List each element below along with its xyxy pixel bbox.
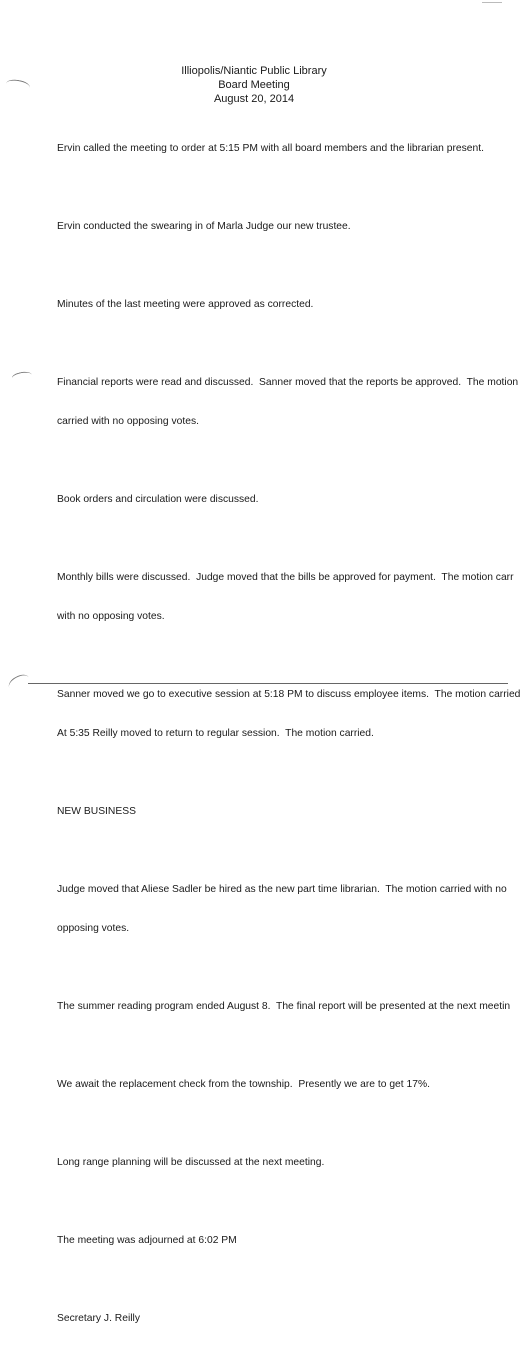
paragraph-line: Sanner moved we go to executive session at 5:18 PM to discuss employee items. The motion carried xyxy=(57,689,520,700)
paragraph-replacement-check xyxy=(57,1052,517,1117)
paragraph-line: We await the replacement check from the township. Presently we are to get 17%. xyxy=(57,1079,430,1090)
margin-mark xyxy=(11,370,33,384)
paragraph-line: Long range planning will be discussed at the next meeting. xyxy=(57,1157,325,1168)
organization-name: Illiopolis/Niantic Public Library xyxy=(181,65,327,77)
paragraph-line: Financial reports were read and discussed. Sanner moved that the reports be approved. The motion xyxy=(57,377,519,388)
paragraph-line: with no opposing votes. xyxy=(57,611,165,622)
paragraph-line: Secretary J. Reilly xyxy=(57,1313,140,1324)
paragraph-line: carried with no opposing votes. xyxy=(57,416,199,427)
meeting-title: Board Meeting xyxy=(218,79,290,91)
section-heading-new-business xyxy=(57,779,517,844)
paragraph-line: Monthly bills were discussed. Judge moved that the bills be approved for payment. The motion carr xyxy=(57,572,514,583)
paragraph-line: Judge moved that Aliese Sadler be hired as the new part time librarian. The motion carried with no xyxy=(57,884,507,895)
paragraph-line: Ervin conducted the swearing in of Marla Judge our new trustee. xyxy=(57,221,351,232)
paragraph-swearing-in xyxy=(57,194,517,259)
paragraph-adjournment xyxy=(57,1208,517,1273)
scan-artifact xyxy=(482,2,502,3)
paragraph-line: Ervin called the meeting to order at 5:15 PM with all board members and the librarian present. xyxy=(57,143,484,154)
paragraph-long-range-planning xyxy=(57,1130,517,1195)
paragraph-line: The summer reading program ended August 8. The final report will be presented at the next meetin xyxy=(57,1001,511,1012)
document-header xyxy=(0,64,508,106)
paragraph-minutes xyxy=(57,272,517,337)
paragraph-call-to-order xyxy=(57,116,517,181)
paragraph-monthly-bills xyxy=(57,545,517,649)
paragraph-line: At 5:35 Reilly moved to return to regular session. The motion carried. xyxy=(57,728,374,739)
paragraph-line: The meeting was adjourned at 6:02 PM xyxy=(57,1235,237,1246)
paragraph-summer-reading xyxy=(57,974,517,1039)
paragraph-line: opposing votes. xyxy=(57,923,130,934)
minutes-body xyxy=(57,116,520,1364)
paragraph-financial-reports xyxy=(57,350,517,454)
meeting-date: August 20, 2014 xyxy=(213,93,295,105)
paragraph-line: Book orders and circulation were discussed. xyxy=(57,494,259,505)
paragraph-new-librarian xyxy=(57,857,517,961)
bottom-divider xyxy=(28,683,508,684)
paragraph-line: Minutes of the last meeting were approved as corrected. xyxy=(57,299,314,310)
paragraph-book-orders xyxy=(57,467,517,532)
signature-secretary xyxy=(57,1286,517,1351)
paragraph-line: NEW BUSINESS xyxy=(57,806,136,817)
paragraph-executive-session xyxy=(57,662,520,766)
